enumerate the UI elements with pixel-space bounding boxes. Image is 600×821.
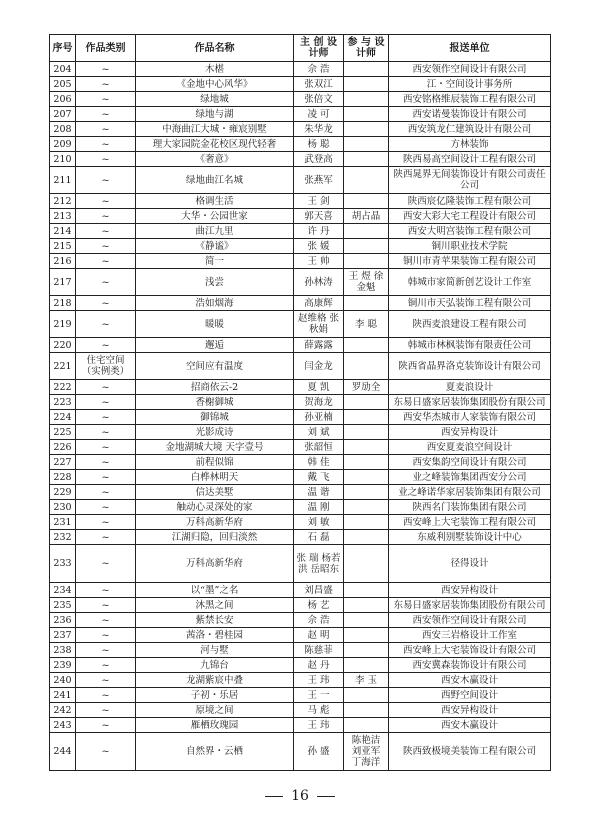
cell-participating-designer <box>344 628 389 643</box>
cell-participating-designer <box>344 500 389 515</box>
cell-name: 白桦林明天 <box>136 470 294 485</box>
cell-participating-designer <box>344 530 389 545</box>
cell-no: 208 <box>50 122 76 137</box>
cell-no: 238 <box>50 643 76 658</box>
cell-no: 237 <box>50 628 76 643</box>
cell-category: ~ <box>76 296 136 311</box>
cell-name: 邂逅 <box>136 338 294 353</box>
cell-category: ~ <box>76 440 136 455</box>
table-row <box>50 530 551 545</box>
table-row <box>50 254 551 269</box>
cell-participating-designer <box>344 77 389 92</box>
cell-organization: 西安集韵空间设计有限公司 <box>389 455 551 470</box>
cell-category: ~ <box>76 395 136 410</box>
cell-no: 222 <box>50 380 76 395</box>
footer-dash-left <box>265 796 283 797</box>
table-row <box>50 122 551 137</box>
cell-no: 236 <box>50 613 76 628</box>
cell-no: 213 <box>50 209 76 224</box>
cell-category: ~ <box>76 167 136 194</box>
cell-lead-designer: 杨 艺 <box>294 598 344 613</box>
cell-lead-designer: 孙亚楠 <box>294 410 344 425</box>
table-row <box>50 440 551 455</box>
table-row <box>50 296 551 311</box>
cell-organization: 铜川市天弘装饰工程有限公司 <box>389 296 551 311</box>
cell-participating-designer <box>344 598 389 613</box>
cell-name: 《奢意》 <box>136 152 294 167</box>
header-row <box>50 35 551 62</box>
cell-no: 231 <box>50 515 76 530</box>
cell-lead-designer: 赵 丹 <box>294 658 344 673</box>
cell-organization: 陕西宸亿隆装饰工程有限公司 <box>389 194 551 209</box>
cell-category: ~ <box>76 500 136 515</box>
cell-lead-designer: 陈慈菲 <box>294 643 344 658</box>
cell-lead-designer: 佘 浩 <box>294 613 344 628</box>
cell-lead-designer: 戴 飞 <box>294 470 344 485</box>
cell-no: 218 <box>50 296 76 311</box>
cell-participating-designer <box>344 137 389 152</box>
cell-organization: 西安冀森装饰设计有限公司 <box>389 658 551 673</box>
cell-organization: 东威利别墅装饰设计中心 <box>389 530 551 545</box>
cell-category: ~ <box>76 92 136 107</box>
cell-organization: 东易日盛家居装饰集团股份有限公司 <box>389 395 551 410</box>
cell-no: 223 <box>50 395 76 410</box>
cell-participating-designer <box>344 410 389 425</box>
cell-name: 信达美墅 <box>136 485 294 500</box>
cell-category: ~ <box>76 209 136 224</box>
cell-lead-designer: 韩 佳 <box>294 455 344 470</box>
cell-participating-designer <box>344 425 389 440</box>
cell-participating-designer <box>344 122 389 137</box>
cell-no: 204 <box>50 62 76 77</box>
cell-organization: 陕西省晶界洛克装饰设计有限公司 <box>389 353 551 380</box>
cell-organization: 铜川市青苹果装饰工程有限公司 <box>389 254 551 269</box>
cell-lead-designer: 赵 明 <box>294 628 344 643</box>
cell-category: ~ <box>76 470 136 485</box>
cell-name: 沐黑之间 <box>136 598 294 613</box>
table-row <box>50 455 551 470</box>
cell-organization: 夏麦浪设计 <box>389 380 551 395</box>
cell-organization: 西安筑龙仁建筑设计有限公司 <box>389 122 551 137</box>
cell-lead-designer: 孙林涛 <box>294 269 344 296</box>
table-row <box>50 658 551 673</box>
table-row <box>50 167 551 194</box>
cell-organization: 方林装饰 <box>389 137 551 152</box>
table-row <box>50 718 551 733</box>
cell-participating-designer: 胡占晶 <box>344 209 389 224</box>
cell-lead-designer: 刘 斌 <box>294 425 344 440</box>
cell-no: 244 <box>50 733 76 771</box>
cell-lead-designer: 郭天喜 <box>294 209 344 224</box>
cell-lead-designer: 佘 浩 <box>294 62 344 77</box>
cell-lead-designer: 张 瑞 杨若洪 岳昭东 <box>294 545 344 583</box>
cell-name: 前程似锦 <box>136 455 294 470</box>
table-row <box>50 643 551 658</box>
cell-lead-designer: 高康辉 <box>294 296 344 311</box>
cell-name: 理大家园院金花校区现代轻奢 <box>136 137 294 152</box>
cell-name: 曲江九里 <box>136 224 294 239</box>
cell-category: ~ <box>76 62 136 77</box>
table-row <box>50 311 551 338</box>
table-row <box>50 137 551 152</box>
cell-category: ~ <box>76 122 136 137</box>
cell-organization: 西安大彩大宅工程设计有限公司 <box>389 209 551 224</box>
page-footer <box>0 788 600 804</box>
cell-no: 220 <box>50 338 76 353</box>
table-row <box>50 598 551 613</box>
cell-name: 河与墅 <box>136 643 294 658</box>
cell-no: 207 <box>50 107 76 122</box>
cell-participating-designer <box>344 194 389 209</box>
cell-organization: 陕西名门装饰集团有限公司 <box>389 500 551 515</box>
cell-participating-designer <box>344 470 389 485</box>
cell-category: 住宅空间（实例类） <box>76 353 136 380</box>
cell-category: ~ <box>76 613 136 628</box>
cell-no: 211 <box>50 167 76 194</box>
cell-name: 招商依云-2 <box>136 380 294 395</box>
page-number: 16 <box>291 788 309 804</box>
cell-no: 224 <box>50 410 76 425</box>
cell-lead-designer: 刘昌盛 <box>294 583 344 598</box>
cell-name: 暖暖 <box>136 311 294 338</box>
cell-no: 209 <box>50 137 76 152</box>
cell-category: ~ <box>76 583 136 598</box>
table-row <box>50 703 551 718</box>
cell-participating-designer: 陈艳洁 刘亚军 丁海洋 <box>344 733 389 771</box>
cell-participating-designer <box>344 254 389 269</box>
cell-category: ~ <box>76 152 136 167</box>
cell-lead-designer: 张双江 <box>294 77 344 92</box>
cell-organization: 陕西晁界无间装饰设计有限公司责任公司 <box>389 167 551 194</box>
cell-organization: 西安诺曼装饰设计有限公司 <box>389 107 551 122</box>
cell-participating-designer <box>344 515 389 530</box>
cell-category: ~ <box>76 673 136 688</box>
cell-participating-designer <box>344 167 389 194</box>
cell-participating-designer <box>344 395 389 410</box>
table-row <box>50 500 551 515</box>
cell-lead-designer: 温 刚 <box>294 500 344 515</box>
table-row <box>50 613 551 628</box>
table-row <box>50 353 551 380</box>
header-no: 序号 <box>50 35 76 62</box>
cell-organization: 西安峰上大宅装饰设计有限公司 <box>389 643 551 658</box>
cell-lead-designer: 孙 盛 <box>294 733 344 771</box>
cell-category: ~ <box>76 410 136 425</box>
cell-organization: 西安大明宫装饰工程有限公司 <box>389 224 551 239</box>
cell-name: 紫禁长安 <box>136 613 294 628</box>
table-row <box>50 380 551 395</box>
awards-table <box>49 34 551 771</box>
cell-name: 大华・公园世家 <box>136 209 294 224</box>
cell-organization: 西安领作空间设计有限公司 <box>389 62 551 77</box>
cell-name: 金地湖城大境 天字壹号 <box>136 440 294 455</box>
cell-no: 221 <box>50 353 76 380</box>
cell-name: 光影成诗 <box>136 425 294 440</box>
cell-lead-designer: 赵维格 张秋娟 <box>294 311 344 338</box>
cell-category: ~ <box>76 688 136 703</box>
table-row <box>50 485 551 500</box>
cell-no: 242 <box>50 703 76 718</box>
cell-name: 浩如烟海 <box>136 296 294 311</box>
cell-name: 江湖归隐，回归淡然 <box>136 530 294 545</box>
cell-organization: 西安木赢设计 <box>389 673 551 688</box>
header-category: 作品类别 <box>76 35 136 62</box>
cell-organization: 西安领作空间设计有限公司 <box>389 613 551 628</box>
cell-lead-designer: 王 帅 <box>294 254 344 269</box>
cell-participating-designer <box>344 62 389 77</box>
cell-name: 御锦城 <box>136 410 294 425</box>
cell-name: 中海曲江大城・雍宸别墅 <box>136 122 294 137</box>
cell-no: 210 <box>50 152 76 167</box>
cell-name: 雁栖玫瑰园 <box>136 718 294 733</box>
cell-organization: 韩城市家简新创艺设计工作室 <box>389 269 551 296</box>
cell-lead-designer: 闫金龙 <box>294 353 344 380</box>
cell-category: ~ <box>76 239 136 254</box>
cell-category: ~ <box>76 515 136 530</box>
cell-no: 239 <box>50 658 76 673</box>
cell-name: 以“墨”之名 <box>136 583 294 598</box>
cell-organization: 陕西易高空间设计工程有限公司 <box>389 152 551 167</box>
cell-participating-designer: 王 煜 徐金魁 <box>344 269 389 296</box>
table-row <box>50 107 551 122</box>
table-row <box>50 515 551 530</box>
cell-no: 243 <box>50 718 76 733</box>
cell-name: 子初・乐居 <box>136 688 294 703</box>
cell-lead-designer: 王 一 <box>294 688 344 703</box>
table-row <box>50 194 551 209</box>
cell-no: 226 <box>50 440 76 455</box>
cell-lead-designer: 张韶恒 <box>294 440 344 455</box>
cell-category: ~ <box>76 338 136 353</box>
cell-category: ~ <box>76 485 136 500</box>
cell-name: 触动心灵深处的家 <box>136 500 294 515</box>
cell-no: 229 <box>50 485 76 500</box>
table-row <box>50 410 551 425</box>
cell-participating-designer <box>344 440 389 455</box>
cell-participating-designer <box>344 107 389 122</box>
table-row <box>50 77 551 92</box>
cell-participating-designer <box>344 224 389 239</box>
cell-lead-designer: 武登高 <box>294 152 344 167</box>
cell-participating-designer <box>344 353 389 380</box>
table-row <box>50 338 551 353</box>
cell-name: 绿地城 <box>136 92 294 107</box>
cell-category: ~ <box>76 380 136 395</box>
table-row <box>50 628 551 643</box>
cell-category: ~ <box>76 269 136 296</box>
cell-category: ~ <box>76 224 136 239</box>
cell-participating-designer <box>344 239 389 254</box>
header-lead-designer: 主 创 设计师 <box>294 35 344 62</box>
cell-organization: 径得设计 <box>389 545 551 583</box>
cell-category: ~ <box>76 530 136 545</box>
cell-lead-designer: 贺海龙 <box>294 395 344 410</box>
cell-name: 《金地中心风华》 <box>136 77 294 92</box>
table-row <box>50 395 551 410</box>
cell-category: ~ <box>76 628 136 643</box>
cell-lead-designer: 王 玮 <box>294 718 344 733</box>
header-participating-designer: 参 与 设计师 <box>344 35 389 62</box>
header-name: 作品名称 <box>136 35 294 62</box>
cell-no: 233 <box>50 545 76 583</box>
table-row <box>50 209 551 224</box>
cell-organization: 西安铭格维辰装饰工程有限公司 <box>389 92 551 107</box>
cell-no: 240 <box>50 673 76 688</box>
cell-category: ~ <box>76 733 136 771</box>
cell-lead-designer: 薛露露 <box>294 338 344 353</box>
cell-participating-designer <box>344 658 389 673</box>
cell-name: 格调生活 <box>136 194 294 209</box>
cell-organization: 西安异构设计 <box>389 703 551 718</box>
cell-name: 绿地曲江名城 <box>136 167 294 194</box>
cell-participating-designer <box>344 688 389 703</box>
table-row <box>50 92 551 107</box>
cell-lead-designer: 刘 敏 <box>294 515 344 530</box>
cell-name: 万科高新华府 <box>136 545 294 583</box>
table-row <box>50 688 551 703</box>
cell-name: 空间应有温度 <box>136 353 294 380</box>
table-row <box>50 733 551 771</box>
cell-lead-designer: 凌 可 <box>294 107 344 122</box>
cell-lead-designer: 马 彪 <box>294 703 344 718</box>
table-row <box>50 152 551 167</box>
cell-organization: 西安峰上大宅装饰工程有限公司 <box>389 515 551 530</box>
cell-name: 浅尝 <box>136 269 294 296</box>
cell-lead-designer: 王 玮 <box>294 673 344 688</box>
cell-organization: 西安华杰城市人家装饰有限公司 <box>389 410 551 425</box>
cell-lead-designer: 张 媛 <box>294 239 344 254</box>
cell-no: 235 <box>50 598 76 613</box>
cell-lead-designer: 张燕军 <box>294 167 344 194</box>
cell-category: ~ <box>76 598 136 613</box>
cell-category: ~ <box>76 658 136 673</box>
cell-category: ~ <box>76 703 136 718</box>
cell-no: 216 <box>50 254 76 269</box>
header-organization: 报送单位 <box>389 35 551 62</box>
cell-participating-designer <box>344 455 389 470</box>
cell-lead-designer: 张倍文 <box>294 92 344 107</box>
cell-name: 龙湖紫宸中叠 <box>136 673 294 688</box>
footer-dash-right <box>317 796 335 797</box>
cell-name: 《静谧》 <box>136 239 294 254</box>
table-row <box>50 583 551 598</box>
cell-participating-designer <box>344 152 389 167</box>
cell-no: 205 <box>50 77 76 92</box>
cell-participating-designer <box>344 718 389 733</box>
cell-category: ~ <box>76 643 136 658</box>
cell-organization: 西安夏麦浪空间设计 <box>389 440 551 455</box>
table-row <box>50 673 551 688</box>
cell-name: 简一 <box>136 254 294 269</box>
cell-organization: 业之峰装饰集团西安分公司 <box>389 470 551 485</box>
cell-lead-designer: 王 剑 <box>294 194 344 209</box>
cell-organization: 西安木赢设计 <box>389 718 551 733</box>
cell-no: 228 <box>50 470 76 485</box>
cell-participating-designer <box>344 643 389 658</box>
cell-participating-designer <box>344 92 389 107</box>
cell-organization: 西野空间设计 <box>389 688 551 703</box>
cell-no: 230 <box>50 500 76 515</box>
cell-lead-designer: 许 丹 <box>294 224 344 239</box>
cell-no: 234 <box>50 583 76 598</box>
cell-category: ~ <box>76 455 136 470</box>
cell-lead-designer: 杨 聪 <box>294 137 344 152</box>
cell-no: 214 <box>50 224 76 239</box>
cell-organization: 陕西致极境美装饰工程有限公司 <box>389 733 551 771</box>
cell-participating-designer <box>344 703 389 718</box>
table-row <box>50 425 551 440</box>
cell-category: ~ <box>76 425 136 440</box>
cell-no: 241 <box>50 688 76 703</box>
cell-no: 212 <box>50 194 76 209</box>
cell-no: 215 <box>50 239 76 254</box>
cell-no: 225 <box>50 425 76 440</box>
cell-lead-designer: 石 磊 <box>294 530 344 545</box>
table-row <box>50 239 551 254</box>
cell-participating-designer: 李 聪 <box>344 311 389 338</box>
cell-participating-designer <box>344 296 389 311</box>
cell-name: 自然界・云栖 <box>136 733 294 771</box>
cell-category: ~ <box>76 77 136 92</box>
table-row <box>50 470 551 485</box>
cell-name: 茜洛・碧桂园 <box>136 628 294 643</box>
cell-organization: 业之峰诺华家居装饰集团有限公司 <box>389 485 551 500</box>
cell-organization: 西安异构设计 <box>389 425 551 440</box>
cell-participating-designer <box>344 583 389 598</box>
cell-organization: 东易日盛家居装饰集团股份有限公司 <box>389 598 551 613</box>
cell-lead-designer: 朱华龙 <box>294 122 344 137</box>
cell-no: 219 <box>50 311 76 338</box>
cell-category: ~ <box>76 194 136 209</box>
cell-category: ~ <box>76 137 136 152</box>
cell-category: ~ <box>76 107 136 122</box>
cell-no: 217 <box>50 269 76 296</box>
table-row <box>50 269 551 296</box>
cell-category: ~ <box>76 254 136 269</box>
cell-category: ~ <box>76 311 136 338</box>
cell-no: 206 <box>50 92 76 107</box>
cell-name: 香榭御城 <box>136 395 294 410</box>
cell-lead-designer: 温 谐 <box>294 485 344 500</box>
cell-participating-designer <box>344 613 389 628</box>
cell-name: 原境之间 <box>136 703 294 718</box>
table-row <box>50 62 551 77</box>
cell-no: 232 <box>50 530 76 545</box>
cell-organization: 陕西麦浪建设工程有限公司 <box>389 311 551 338</box>
cell-name: 万科高新华府 <box>136 515 294 530</box>
cell-participating-designer <box>344 485 389 500</box>
cell-category: ~ <box>76 545 136 583</box>
cell-organization: 西安异构设计 <box>389 583 551 598</box>
cell-participating-designer <box>344 338 389 353</box>
cell-organization: 铜川职业技术学院 <box>389 239 551 254</box>
cell-no: 227 <box>50 455 76 470</box>
cell-organization: 江・空间设计事务所 <box>389 77 551 92</box>
cell-lead-designer: 夏 凯 <box>294 380 344 395</box>
cell-name: 九锦台 <box>136 658 294 673</box>
table-row <box>50 545 551 583</box>
cell-organization: 韩城市林枫装饰有限责任公司 <box>389 338 551 353</box>
cell-name: 绿地与湖 <box>136 107 294 122</box>
cell-participating-designer <box>344 545 389 583</box>
cell-participating-designer: 李 玉 <box>344 673 389 688</box>
cell-organization: 西安三岩格设计工作室 <box>389 628 551 643</box>
cell-category: ~ <box>76 718 136 733</box>
cell-participating-designer: 罗劢全 <box>344 380 389 395</box>
cell-name: 木椹 <box>136 62 294 77</box>
table-row <box>50 224 551 239</box>
